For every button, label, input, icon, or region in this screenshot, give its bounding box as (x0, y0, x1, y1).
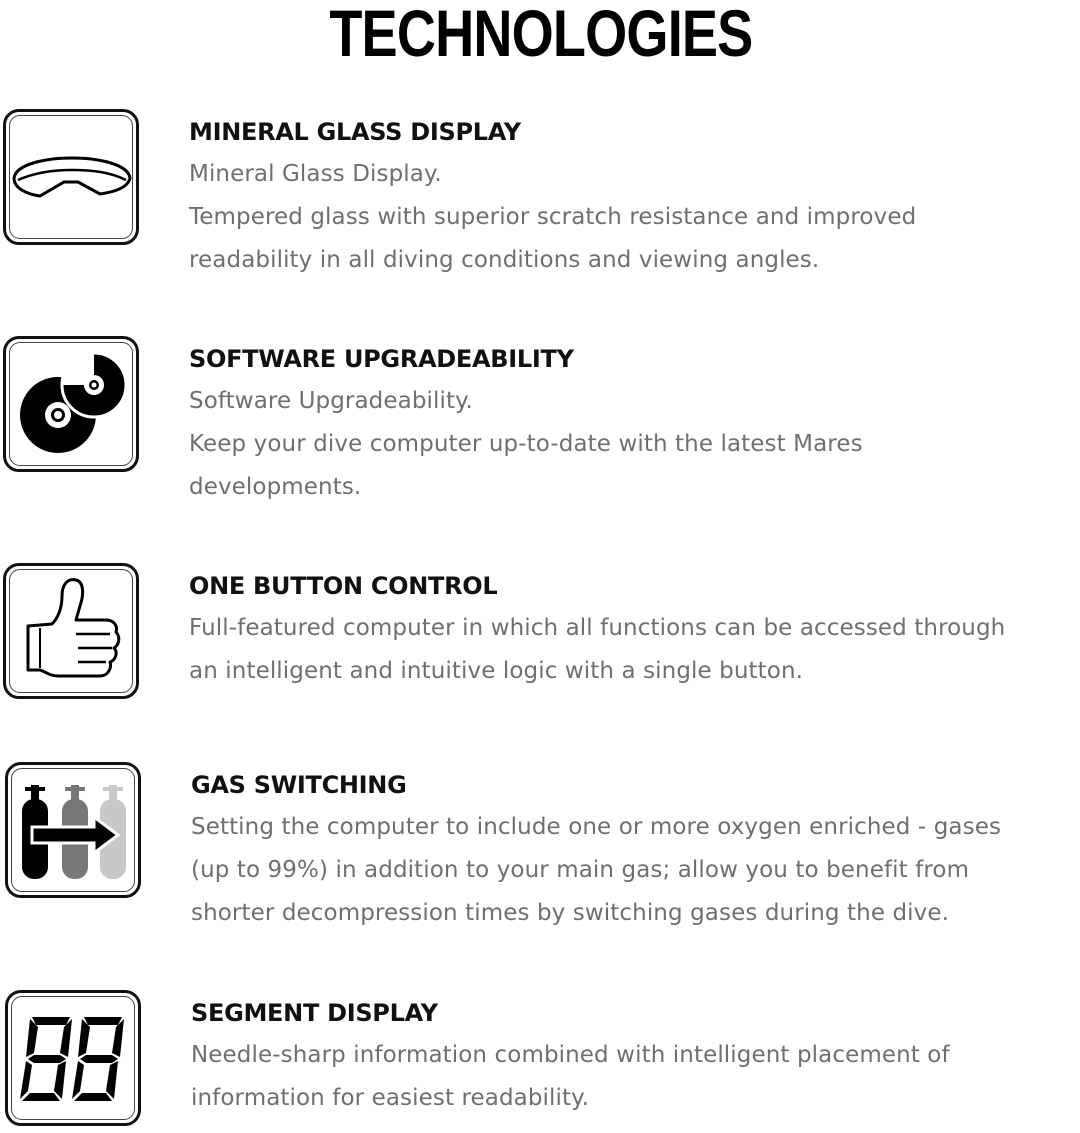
feature-line: an intelligent and intuitive logic with a single button. (189, 658, 804, 684)
feature-line: Software Upgradeability. (189, 388, 473, 414)
feature-mineral-glass (0, 109, 1080, 279)
feature-description (189, 607, 1079, 693)
feature-title: GAS SWITCHING (191, 771, 407, 799)
feature-description (189, 380, 1079, 509)
feature-line: (up to 99%) in addition to your main gas; allow you to benefit from (191, 857, 970, 883)
feature-software-upgrade (0, 336, 1080, 506)
feature-title: SOFTWARE UPGRADEABILITY (189, 345, 574, 373)
feature-line: Full-featured computer in which all functions can be accessed through (189, 615, 1006, 641)
thumbs-up-icon (3, 563, 139, 699)
feature-line: Tempered glass with superior scratch resistance and improved (189, 204, 917, 230)
feature-line: readability in all diving conditions and viewing angles. (189, 247, 820, 273)
feature-description (191, 806, 1080, 935)
cd-disc-icon (3, 336, 139, 472)
feature-line: Mineral Glass Display. (189, 161, 442, 187)
feature-one-button (0, 563, 1080, 703)
feature-description (189, 153, 1079, 282)
feature-line: developments. (189, 474, 362, 500)
feature-title: SEGMENT DISPLAY (191, 999, 438, 1027)
feature-gas-switching (0, 762, 1080, 932)
feature-title: MINERAL GLASS DISPLAY (189, 118, 521, 146)
curved-glass-icon (3, 109, 139, 245)
feature-line: Keep your dive computer up-to-date with the latest Mares (189, 431, 863, 457)
feature-segment-display (0, 990, 1080, 1130)
feature-line: Needle-sharp information combined with intelligent placement of (191, 1042, 950, 1068)
feature-line: shorter decompression times by switching gases during the dive. (191, 900, 950, 926)
feature-title: ONE BUTTON CONTROL (189, 572, 498, 600)
feature-line: information for easiest readability. (191, 1085, 589, 1111)
page-title: TECHNOLOGIES (329, 0, 753, 70)
segment-digits-icon (5, 990, 141, 1126)
gas-tanks-icon (5, 762, 141, 898)
feature-description (191, 1034, 1080, 1120)
feature-line: Setting the computer to include one or more oxygen enriched - gases (191, 814, 1002, 840)
